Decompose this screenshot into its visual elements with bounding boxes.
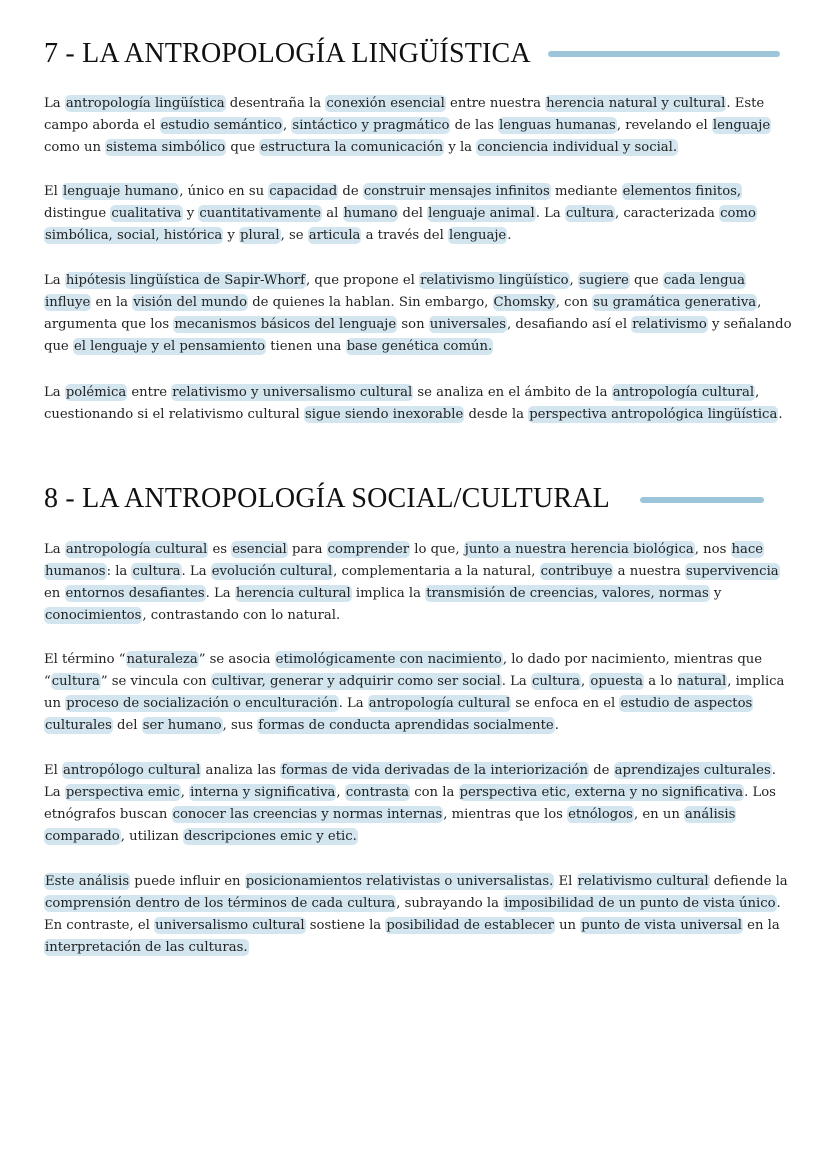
body-text: , mientras que los [443, 807, 568, 822]
highlighted-text: punto de vista universal [581, 918, 742, 933]
highlighted-text: construir mensajes infinitos [363, 184, 550, 199]
highlighted-text: interpretación de las culturas. [45, 940, 248, 955]
body-text: del [112, 718, 142, 733]
body-text: . [554, 718, 559, 733]
section-8-paragraph-4 [44, 871, 792, 959]
highlighted-text: cultura [565, 206, 614, 221]
highlighted-text: análisis comparado [45, 807, 736, 844]
highlighted-text: entornos desafiantes [65, 586, 205, 601]
section-8-paragraph-3 [44, 760, 792, 848]
highlighted-text: estructura la comunicación [260, 140, 444, 155]
body-text: , con [555, 295, 593, 310]
highlighted-text: natural [677, 674, 727, 689]
highlighted-text: antropología cultural [612, 385, 755, 400]
body-text: desentraña la [225, 96, 326, 111]
body-text: de [338, 184, 363, 199]
highlighted-text: herencia natural y cultural [546, 96, 726, 111]
body-text: . La [181, 564, 211, 579]
body-text: distingue [44, 206, 111, 221]
highlighted-text: aprendizajes culturales [614, 763, 771, 778]
body-text: son [397, 317, 429, 332]
body-text: . [778, 407, 783, 422]
section-7-title-underline [548, 51, 780, 57]
body-text: , desafiando así el [506, 317, 632, 332]
highlighted-text: junto a nuestra herencia biológica [464, 542, 694, 557]
body-text: ” se vincula con [100, 674, 211, 689]
body-text: El [44, 184, 63, 199]
highlighted-text: conocimientos [45, 608, 142, 623]
body-text: a través del [361, 228, 448, 243]
highlighted-text: estudio de aspectos culturales [45, 696, 753, 733]
highlighted-text: antropólogo cultural [63, 763, 201, 778]
highlighted-text: conexión esencial [326, 96, 445, 111]
highlighted-text: capacidad [269, 184, 338, 199]
body-text: desde la [464, 407, 529, 422]
body-text: , complementaria a la natural, [333, 564, 540, 579]
highlighted-text: hace humanos [45, 542, 764, 579]
body-text: La [44, 273, 65, 288]
body-text: entre [127, 385, 172, 400]
body-text: mediante [550, 184, 622, 199]
section-7-paragraph-1 [44, 93, 792, 159]
highlighted-text: interna y significativa [190, 785, 336, 800]
highlighted-text: ser humano [142, 718, 222, 733]
highlighted-text: cultura [132, 564, 181, 579]
body-text: implica la [351, 586, 426, 601]
highlighted-text: conciencia individual y social. [477, 140, 678, 155]
body-text: La [44, 385, 65, 400]
body-text: de [589, 763, 614, 778]
section-7-paragraph-3 [44, 270, 792, 358]
highlighted-text: relativismo [632, 317, 707, 332]
body-text: . [507, 228, 512, 243]
body-text: sostiene la [305, 918, 386, 933]
body-text: de quienes la hablan. Sin embargo, [248, 295, 493, 310]
highlighted-text: sigue siendo inexorable [304, 407, 464, 422]
body-text: , [336, 785, 345, 800]
section-8-paragraph-1 [44, 539, 792, 627]
highlighted-text: cultura [531, 674, 581, 689]
highlighted-text: formas de conducta aprendidas socialmente [258, 718, 554, 733]
highlighted-text: mecanismos básicos del lenguaje [174, 317, 397, 332]
highlighted-text: articula [308, 228, 361, 243]
highlighted-text: como simbólica, social, histórica [45, 206, 756, 243]
body-text: y [709, 586, 722, 601]
highlighted-text: evolución cultural [211, 564, 333, 579]
body-text: en la [742, 918, 780, 933]
body-text: ” se asocia [198, 652, 275, 667]
highlighted-text: proceso de socialización o enculturación [66, 696, 338, 711]
body-text: como un [44, 140, 106, 155]
highlighted-text: opuesta [590, 674, 644, 689]
body-text: El [44, 763, 63, 778]
highlighted-text: sugiere [578, 273, 629, 288]
body-text: y la [444, 140, 477, 155]
highlighted-text: sistema simbólico [106, 140, 226, 155]
highlighted-text: formas de vida derivadas de la interiorización [281, 763, 588, 778]
body-text: . Los etnógrafos buscan [44, 785, 776, 822]
highlighted-text: visión del mundo [133, 295, 248, 310]
body-text: , utilizan [120, 829, 184, 844]
body-text: , que propone el [305, 273, 420, 288]
body-text: . En contraste, el [44, 896, 781, 933]
body-text: a lo [644, 674, 677, 689]
highlighted-text: cada lengua influye [45, 273, 745, 310]
body-text: , en un [633, 807, 685, 822]
highlighted-text: posicionamientos relativistas o universalistas. [245, 874, 554, 889]
highlighted-text: relativismo lingüístico [420, 273, 569, 288]
body-text: , único en su [179, 184, 269, 199]
body-text: El [554, 874, 577, 889]
body-text: puede influir en [130, 874, 245, 889]
highlighted-text: transmisión de creencias, valores, normas [426, 586, 709, 601]
body-text: y [223, 228, 240, 243]
highlighted-text: sintáctico y pragmático [292, 118, 450, 133]
highlighted-text: lenguaje animal [428, 206, 535, 221]
highlighted-text: universalismo cultural [155, 918, 305, 933]
body-text: . La [205, 586, 235, 601]
highlighted-text: supervivencia [685, 564, 779, 579]
highlighted-text: herencia cultural [235, 586, 351, 601]
body-text: lo que, [410, 542, 464, 557]
highlighted-text: relativismo cultural [577, 874, 709, 889]
body-text: en [44, 586, 65, 601]
body-text: es [208, 542, 232, 557]
highlighted-text: cualitativa [111, 206, 182, 221]
body-text: . La [44, 763, 776, 800]
body-text: , [180, 785, 190, 800]
body-text: tienen una [266, 339, 346, 354]
body-text: de las [450, 118, 499, 133]
highlighted-text: hipótesis lingüística de Sapir-Whorf [65, 273, 305, 288]
body-text: , lo dado por nacimiento, mientras que “ [44, 652, 763, 689]
highlighted-text: imposibilidad de un punto de vista único [504, 896, 776, 911]
highlighted-text: su gramática generativa [593, 295, 757, 310]
highlighted-text: base genética común. [346, 339, 493, 354]
highlighted-text: antropología cultural [368, 696, 511, 711]
body-text: para [287, 542, 327, 557]
highlighted-text: etimológicamente con nacimiento [275, 652, 502, 667]
highlighted-text: perspectiva emic [65, 785, 180, 800]
highlighted-text: cultura [51, 674, 100, 689]
body-text: analiza las [201, 763, 281, 778]
body-text: , contrastando con lo natural. [142, 608, 341, 623]
highlighted-text: polémica [65, 385, 127, 400]
body-text: La [44, 542, 65, 557]
highlighted-text: descripciones emic y etic. [184, 829, 357, 844]
highlighted-text: lenguas humanas [499, 118, 616, 133]
highlighted-text: lenguaje [449, 228, 507, 243]
highlighted-text: Chomsky [493, 295, 555, 310]
highlighted-text: contribuye [540, 564, 613, 579]
body-text: , [283, 118, 292, 133]
highlighted-text: comprensión dentro de los términos de cada cultura [45, 896, 396, 911]
section-7-paragraph-4 [44, 382, 792, 426]
body-text: al [322, 206, 343, 221]
body-text: , implica un [44, 674, 785, 711]
body-text: se enfoca en el [511, 696, 620, 711]
body-text: , se [280, 228, 308, 243]
body-text: : la [106, 564, 132, 579]
section-8-title-underline [640, 497, 764, 503]
highlighted-text: etnólogos [568, 807, 633, 822]
section-8-title: 8 - LA ANTROPOLOGÍA SOCIAL/CULTURAL [44, 483, 610, 514]
body-text: , subrayando la [396, 896, 504, 911]
highlighted-text: contrasta [345, 785, 410, 800]
body-text: un [554, 918, 581, 933]
body-text: . La [338, 696, 368, 711]
highlighted-text: cultivar, generar y adquirir como ser social [211, 674, 501, 689]
highlighted-text: conocer las creencias y normas internas [172, 807, 443, 822]
highlighted-text: elementos finitos, [622, 184, 742, 199]
highlighted-text: lenguaje [712, 118, 771, 133]
highlighted-text: esencial [232, 542, 287, 557]
body-text: , [569, 273, 578, 288]
highlighted-text: perspectiva antropológica lingüística [529, 407, 778, 422]
body-text: , sus [222, 718, 258, 733]
section-8-paragraph-2 [44, 649, 792, 737]
highlighted-text: plural [240, 228, 280, 243]
body-text: . La [501, 674, 531, 689]
body-text: se analiza en el ámbito de la [413, 385, 612, 400]
body-text: . Este campo aborda el [44, 96, 765, 133]
highlighted-text: antropología lingüística [65, 96, 225, 111]
body-text: , revelando el [616, 118, 712, 133]
highlighted-text: perspectiva etic, externa y no significativa [459, 785, 744, 800]
body-text: del [398, 206, 428, 221]
body-text: que [629, 273, 663, 288]
body-text: , nos [694, 542, 731, 557]
highlighted-text: el lenguaje y el pensamiento [73, 339, 266, 354]
body-text: El término “ [44, 652, 126, 667]
body-text: a nuestra [613, 564, 685, 579]
highlighted-text: naturaleza [126, 652, 198, 667]
body-text: y señalando que [44, 317, 792, 354]
body-text: . La [535, 206, 565, 221]
highlighted-text: Este análisis [45, 874, 130, 889]
highlighted-text: relativismo y universalismo cultural [172, 385, 413, 400]
highlighted-text: antropología cultural [65, 542, 208, 557]
section-7-title: 7 - LA ANTROPOLOGÍA LINGÜÍSTICA [44, 38, 531, 69]
body-text: defiende la [709, 874, 788, 889]
highlighted-text: estudio semántico [160, 118, 283, 133]
highlighted-text: cuantitativamente [199, 206, 322, 221]
body-text: en la [91, 295, 133, 310]
body-text: La [44, 96, 65, 111]
body-text: , argumenta que los [44, 295, 762, 332]
body-text: , cuestionando si el relativismo cultural [44, 385, 760, 422]
highlighted-text: lenguaje humano [63, 184, 179, 199]
body-text: , caracterizada [615, 206, 720, 221]
body-text: con la [410, 785, 459, 800]
body-text: , [581, 674, 590, 689]
body-text: y [182, 206, 199, 221]
body-text: entre nuestra [445, 96, 546, 111]
highlighted-text: posibilidad de establecer [386, 918, 554, 933]
section-7-paragraph-2 [44, 181, 792, 247]
highlighted-text: comprender [327, 542, 410, 557]
body-text: que [226, 140, 260, 155]
highlighted-text: universales [429, 317, 506, 332]
highlighted-text: humano [343, 206, 398, 221]
